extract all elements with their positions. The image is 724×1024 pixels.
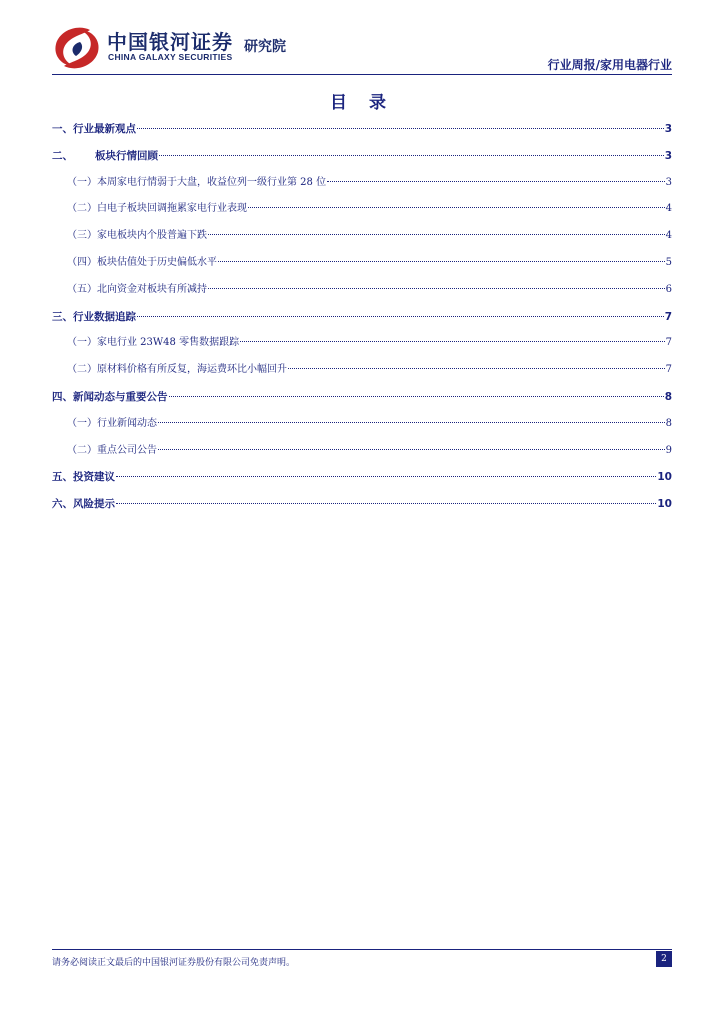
toc-entry[interactable] bbox=[52, 464, 672, 491]
toc-entry[interactable] bbox=[52, 411, 672, 438]
toc-dot-leader bbox=[116, 491, 656, 504]
toc-entry-title: （一）家电行业 23W48 零售数据跟踪 bbox=[67, 337, 240, 349]
toc-dot-leader bbox=[218, 249, 665, 262]
toc-entry-title: （二）白电子板块回调拖累家电行业表现 bbox=[67, 203, 247, 215]
toc-entry-number: 四、 bbox=[52, 390, 73, 403]
toc-entry-page: 5 bbox=[665, 256, 672, 268]
toc-entry-page: 9 bbox=[665, 444, 672, 456]
toc-entry-title: 风险提示 bbox=[73, 498, 115, 511]
toc-entry-title: （三）家电板块内个股普遍下跌 bbox=[67, 230, 207, 242]
table-of-contents bbox=[52, 116, 672, 518]
toc-entry-title: （二）重点公司公告 bbox=[67, 444, 157, 456]
toc-dot-leader bbox=[248, 195, 665, 208]
toc-entry-page: 7 bbox=[664, 310, 672, 323]
header-divider bbox=[52, 74, 672, 75]
page-number: 2 bbox=[656, 951, 672, 967]
brand-name-en: CHINA GALAXY SECURITIES bbox=[108, 52, 233, 62]
toc-entry-page: 4 bbox=[665, 230, 672, 242]
toc-dot-leader bbox=[169, 384, 664, 397]
disclaimer: 请务必阅读正文最后的中国银河证券股份有限公司免责声明。 bbox=[52, 958, 296, 968]
toc-entry-title: 板块行情回顾 bbox=[95, 149, 158, 162]
toc-entry-page: 7 bbox=[665, 364, 672, 376]
toc-entry-title: 投资建议 bbox=[73, 471, 115, 484]
toc-entry-page: 8 bbox=[665, 417, 672, 429]
toc-entry[interactable] bbox=[52, 116, 672, 143]
toc-entry[interactable] bbox=[52, 143, 672, 170]
toc-entry[interactable] bbox=[52, 491, 672, 518]
toc-entry[interactable] bbox=[52, 170, 672, 197]
brand-name-cn: 中国银河证券 bbox=[107, 30, 233, 54]
toc-entry-page: 7 bbox=[665, 337, 672, 349]
toc-entry-number: 一、 bbox=[52, 123, 73, 135]
toc-entry-number: 三、 bbox=[52, 310, 73, 323]
galaxy-logo-icon bbox=[50, 22, 102, 74]
page-header bbox=[0, 0, 724, 80]
footer-divider bbox=[52, 949, 672, 950]
toc-entry[interactable] bbox=[52, 250, 672, 277]
toc-entry-page: 3 bbox=[665, 176, 672, 188]
toc-entry-page: 6 bbox=[665, 283, 672, 295]
toc-entry-page: 10 bbox=[657, 471, 672, 484]
toc-entry-page: 3 bbox=[664, 149, 672, 162]
toc-entry-title: 新闻动态与重要公告 bbox=[73, 390, 168, 403]
toc-entry-title: （四）板块估值处于历史偏低水平 bbox=[67, 256, 217, 268]
toc-entry-number: 二、 bbox=[52, 149, 73, 162]
toc-entry[interactable] bbox=[52, 223, 672, 250]
toc-dot-leader bbox=[240, 329, 665, 342]
toc-entry-title: （五）北向资金对板块有所减持 bbox=[67, 283, 207, 295]
toc-dot-leader bbox=[158, 410, 665, 423]
toc-dot-leader bbox=[116, 464, 656, 477]
toc-entry[interactable] bbox=[52, 330, 672, 357]
toc-entry-title: （一）行业新闻动态 bbox=[67, 417, 157, 429]
toc-entry[interactable] bbox=[52, 196, 672, 223]
toc-entry-title: （一）本周家电行情弱于大盘，收益位列一级行业第 28 位 bbox=[67, 176, 327, 188]
toc-entry-page: 4 bbox=[665, 203, 672, 215]
toc-dot-leader bbox=[137, 116, 664, 129]
toc-entry[interactable] bbox=[52, 304, 672, 331]
toc-dot-leader bbox=[158, 437, 665, 450]
toc-title: 目 录 bbox=[330, 93, 394, 113]
toc-entry-page: 8 bbox=[664, 390, 672, 403]
toc-dot-leader bbox=[208, 222, 665, 235]
toc-entry-title: 行业最新观点 bbox=[73, 123, 136, 135]
toc-dot-leader bbox=[288, 356, 665, 369]
toc-dot-leader bbox=[137, 304, 664, 317]
toc-dot-leader bbox=[159, 143, 664, 156]
toc-entry-number: 六、 bbox=[52, 498, 73, 511]
toc-entry[interactable] bbox=[52, 438, 672, 465]
toc-entry-page: 3 bbox=[664, 123, 672, 135]
report-type: 行业周报/家用电器行业 bbox=[547, 58, 672, 72]
toc-dot-leader bbox=[327, 169, 665, 182]
toc-entry[interactable] bbox=[52, 357, 672, 384]
toc-entry[interactable] bbox=[52, 384, 672, 411]
institute-label: 研究院 bbox=[244, 39, 286, 55]
toc-dot-leader bbox=[208, 276, 665, 289]
toc-entry-number: 五、 bbox=[52, 471, 73, 484]
toc-entry-page: 10 bbox=[657, 498, 672, 511]
toc-entry[interactable] bbox=[52, 277, 672, 304]
toc-entry-title: （二）原材料价格有所反复，海运费环比小幅回升 bbox=[67, 364, 287, 376]
toc-entry-title: 行业数据追踪 bbox=[73, 310, 136, 323]
